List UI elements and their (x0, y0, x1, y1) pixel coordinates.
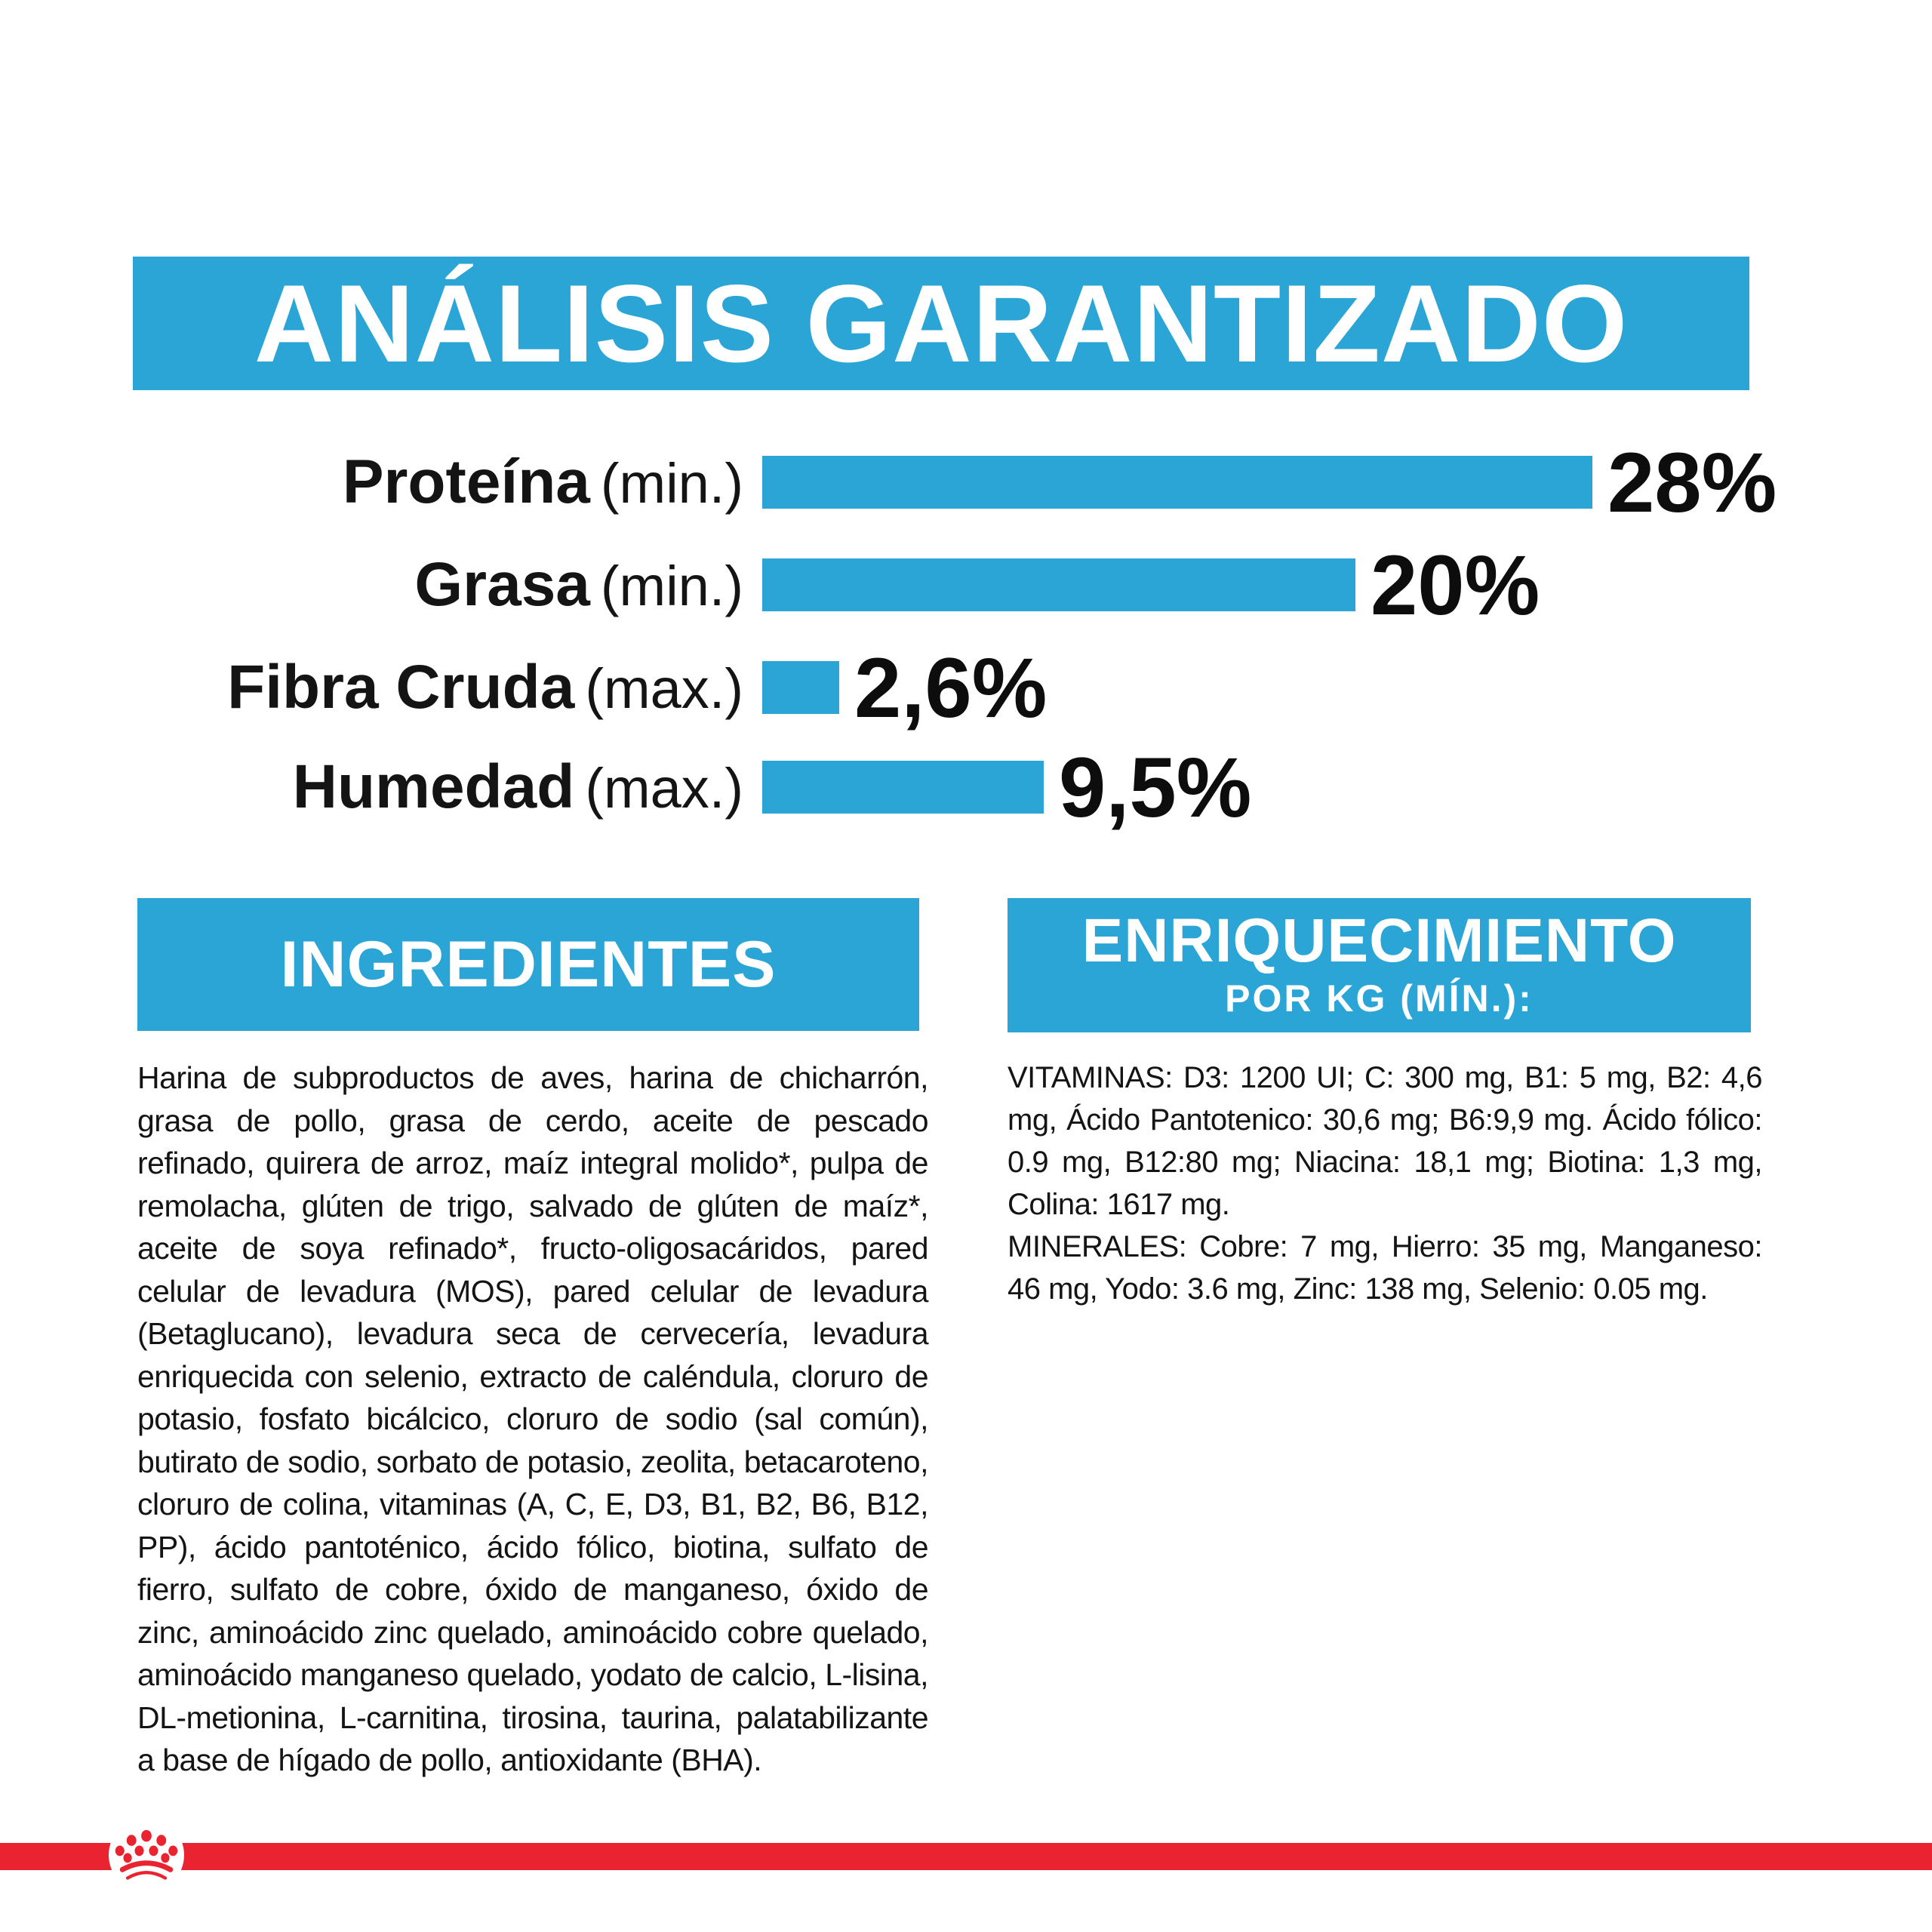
crown-icon (114, 1829, 179, 1881)
royal-canin-crown-icon (109, 1817, 184, 1893)
row-label-fibra-cruda: Fibra Cruda (227, 653, 575, 721)
row-label-grasa: Grasa (414, 550, 590, 619)
row-label-proteina: Proteína (342, 448, 590, 516)
row-qualifier-proteina: (min.) (600, 452, 743, 515)
ingredients-paragraph: Harina de subproductos de aves, harina de chicharrón, grasa de pollo, grasa de cerdo, aceite de pescado refinado, quirera de arroz, maíz integral molido*, pulpa de remolacha, glúten de trigo, salvado de glúten de maíz*, aceite de soya refinado*, fructo-oligosacáridos, pared celular de levadura (MOS), pared celular de levadura (Betaglucano), levadura seca de cervecería, levadura enriquecida con selenio, extracto de caléndula, cloruro de potasio, fosfato bicálcico, cloruro de sodio (sal común), butirato de sodio, sorbato de potasio, zeolita, betacaroteno, cloruro de colina, vitaminas (A, C, E, D3, B1, B2, B6, B12, PP), ácido pantoténico, ácido fólico, biotina, sulfato de fierro, sulfato de cobre, óxido de manganeso, óxido de zinc, aminoácido zinc quelado, aminoácido cobre quelado, aminoácido manganeso quelado, yodato de calcio, L-lisina, DL-metionina, L-carnitina, tirosina, taurina, palatabilizante a base de hígado de pollo, antioxidante (BHA). (137, 1060, 928, 1777)
page-title: ANÁLISIS GARANTIZADO (254, 261, 1629, 385)
ingredients-header-banner (137, 898, 919, 1031)
enrichment-subheader: POR KG (MÍN.): (1225, 977, 1534, 1020)
bar-humedad (762, 761, 1044, 814)
chart-row-humedad (0, 740, 1932, 835)
ingredients-header: INGREDIENTES (280, 928, 777, 1001)
guaranteed-analysis-banner (133, 257, 1749, 390)
row-qualifier-fibra-cruda: (max.) (585, 657, 743, 720)
brand-stripe (0, 1843, 1932, 1870)
value-fibra-cruda: 2,6% (854, 640, 1048, 735)
row-label-humedad: Humedad (292, 752, 575, 821)
value-grasa: 20% (1371, 537, 1540, 632)
row-qualifier-humedad: (max.) (585, 757, 743, 820)
row-qualifier-grasa: (min.) (600, 555, 743, 617)
enrichment-header-banner (1008, 898, 1751, 1032)
vitamins-paragraph: VITAMINAS: D3: 1200 UI; C: 300 mg, B1: 5 mg, B2: 4,6 mg, Ácido Pantotenico: 30,6 mg; B6:9,9 mg. Ácido fólico: 0.9 mg, B12:80 mg; Niacina: 18,1 mg; Biotina: 1,3 mg, Colina: 1617 mg. (1008, 1061, 1762, 1221)
bar-fibra-cruda (762, 661, 839, 714)
enrichment-paragraphs (1008, 1057, 1762, 1310)
chart-row-fibra-cruda (0, 640, 1932, 735)
chart-row-proteina (0, 435, 1932, 530)
bar-grasa (762, 558, 1355, 611)
bar-proteina (762, 456, 1592, 509)
value-proteina: 28% (1607, 435, 1777, 530)
chart-row-grasa (0, 537, 1932, 632)
enrichment-header: ENRIQUECIMIENTO (1081, 906, 1677, 975)
value-humedad: 9,5% (1059, 740, 1252, 835)
minerals-paragraph: MINERALES: Cobre: 7 mg, Hierro: 35 mg, Manganeso: 46 mg, Yodo: 3.6 mg, Zinc: 138 mg, Selenio: 0.05 mg. (1008, 1230, 1762, 1306)
